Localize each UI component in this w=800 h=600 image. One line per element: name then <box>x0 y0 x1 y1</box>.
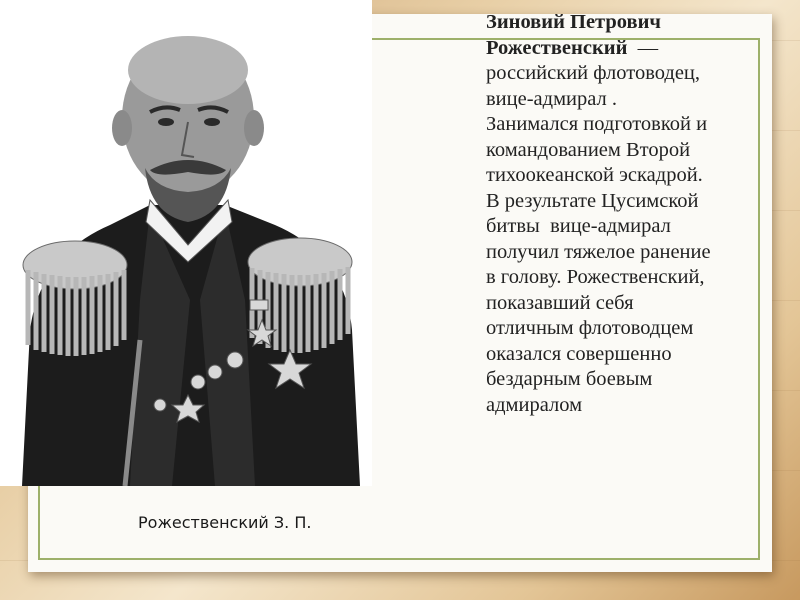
name-last: Рожественский <box>486 36 628 59</box>
biography-line: получил тяжелое ранение <box>486 240 711 263</box>
biography-line: оказался совершенно <box>486 342 672 365</box>
portrait-illustration <box>0 0 372 486</box>
biography-line: вице-адмирал . <box>486 87 618 110</box>
biography-line: битвы вице-адмирал <box>486 215 671 237</box>
biography-line: отличным флотоводцем <box>486 317 694 339</box>
biography-text <box>486 10 786 418</box>
name-first: Зиновий Петрович <box>486 11 661 33</box>
biography-line: адмиралом <box>486 393 583 416</box>
portrait-caption: Рожественский З. П. <box>138 513 312 532</box>
biography-line: в голову. Рожественский, <box>486 266 705 288</box>
biography-line: показавший себя <box>486 291 634 314</box>
biography-line: тихоокеанской эскадрой. <box>486 164 703 186</box>
biography-line: российский флотоводец, <box>486 62 701 84</box>
biography-line: Занимался подготовкой и <box>486 113 708 135</box>
biography-lines <box>486 61 786 418</box>
biography-line: бездарным боевым <box>486 368 653 390</box>
portrait-photo <box>0 0 372 486</box>
name-dash: — <box>637 36 659 59</box>
biography-line: командованием Второй <box>486 138 691 161</box>
biography-line: В результате Цусимской <box>486 189 699 212</box>
